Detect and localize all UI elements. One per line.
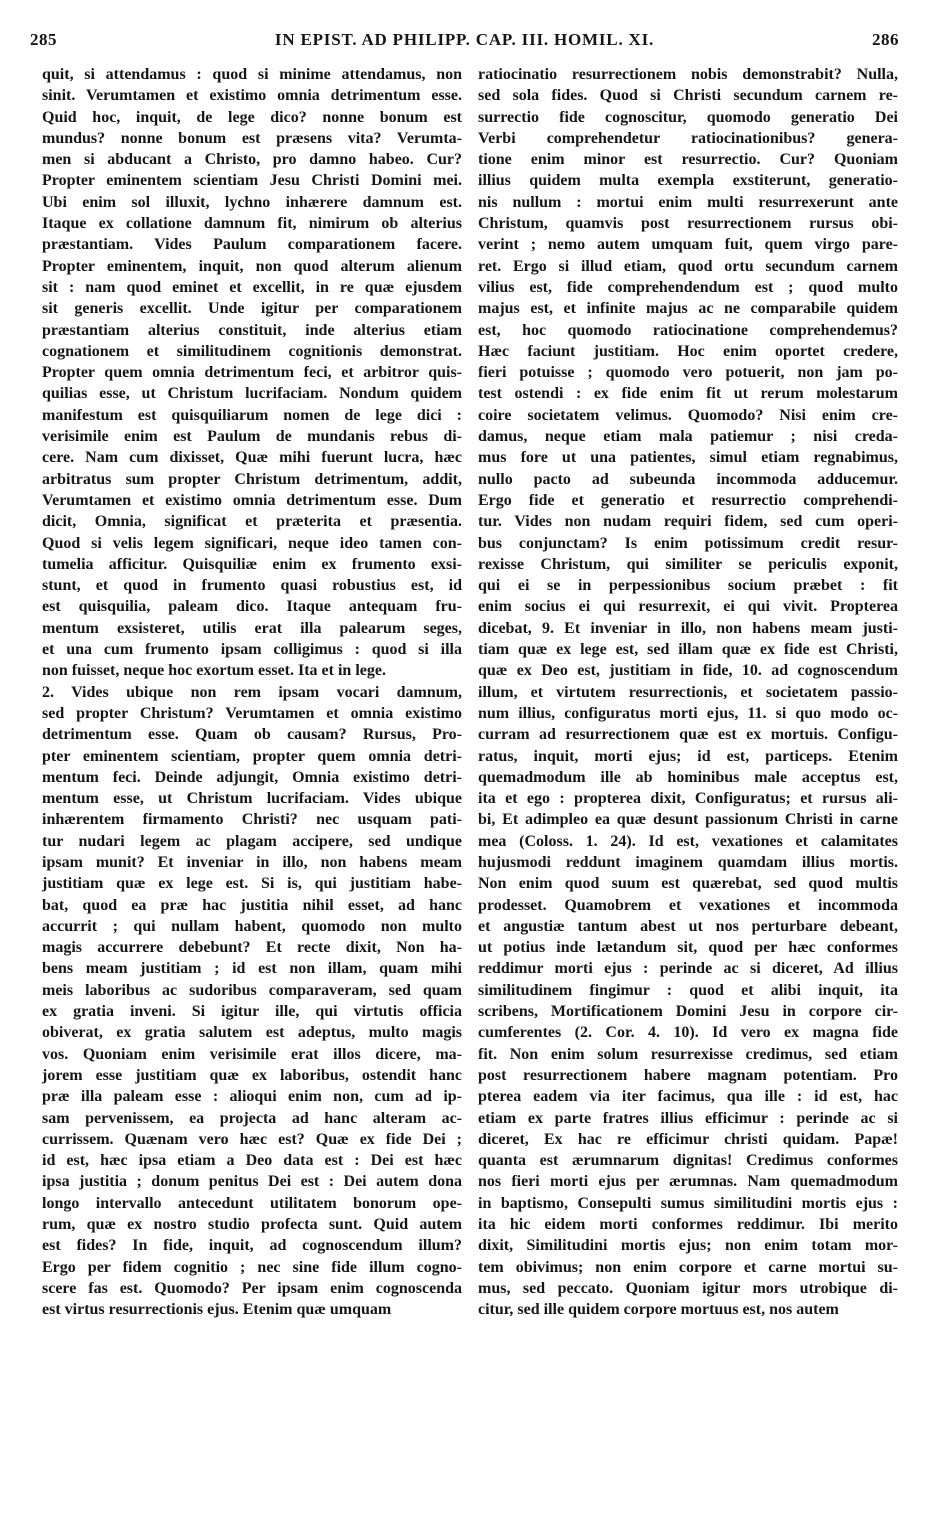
text-line: mentum feci. Deinde adjungit, Omnia existimo detri- [42,768,462,786]
text-line: ita et ego : propterea dixit, Configuratus; et rursus ali- [478,790,898,808]
text-column-right [478,64,898,1321]
text-line: Propter quem omnia detrimentum feci, et arbitror quis- [42,364,462,382]
text-line: est fides? In fide, inquit, ad cognoscendum illum? [42,1237,462,1255]
text-line: detrimentum esse. Quam ob causam? Rursus, Pro- [42,726,462,744]
text-line: mentum esse, ut Christum lucrifaciam. Vides ubique [42,790,462,808]
text-line: ex gratia inveni. Si igitur ille, qui virtutis officia [42,1003,462,1021]
text-line: Christum, quamvis post resurrectionem rursus obi- [478,215,898,233]
text-line: justitiam quæ ex lege est. Si is, qui justitiam habe- [42,875,462,893]
text-line: test ostendi : ex fide enim fit ut rerum molestarum [478,385,898,403]
text-line: est virtus resurrectionis ejus. Etenim quæ umquam [42,1301,392,1319]
text-line: longo intervallo antecedunt utilitatem bonorum ope- [42,1194,462,1212]
text-line: Non enim quod suum est quærebat, sed quod multis [478,875,898,893]
text-line: est, hoc quomodo ratiocinatione comprehendemus? [478,321,898,339]
text-line: rexisse Christum, qui similiter se periculis exponit, [478,555,898,573]
text-line: mentum exsisteret, utilis erat illa palearum seges, [42,619,462,637]
text-line: enim socius ei qui resurrexit, ei qui vivit. Propterea [478,598,898,616]
text-line: Hæc faciunt justitiam. Hoc enim oportet credere, [478,342,898,360]
text-line: ret. Ergo si illud etiam, quod ortu secundum carnem [478,257,898,275]
text-line: Quod si velis legem significari, neque ideo tamen con- [42,534,462,552]
running-header [30,30,899,54]
text-line: men si abducant a Christo, pro damno habeo. Cur? [42,151,462,169]
text-line: mea (Coloss. 1. 24). Id est, vexationes et calamitates [478,832,898,850]
text-line: Ubi enim sol illuxit, lychno inhærere damnum est. [42,193,462,211]
text-line: Ergo fide et generatio et resurrectio comprehendi- [478,491,898,509]
text-line: tur nudari legem ac plagam accipere, sed undique [42,832,462,850]
text-line: bens meam justitiam ; id est non illam, quam mihi [42,960,462,978]
page-number-left: 285 [30,30,57,49]
text-line: manifestum est quisquiliarum nomen de lege dici : [42,406,462,424]
text-line: dicit, Omnia, significat et præterita et præsentia. [42,513,462,531]
text-line: curram ad resurrectionem quæ est ex mortuis. Configu- [478,726,898,744]
text-line: Quid hoc, inquit, de lege dico? nonne bonum est [42,108,462,126]
text-line: tem obivimus; non enim corpore et carne mortui su- [478,1258,898,1276]
text-line: Verumtamen et existimo omnia detrimentum esse. Dum [42,491,462,509]
text-line: nullo pacto ad subeunda incommoda adducemur. [478,470,898,488]
text-line: quilias esse, ut Christum lucrifaciam. Nondum quidem [42,385,462,403]
text-line: obiverat, ex gratia salutem est adeptus, multo magis [42,1024,462,1042]
text-line: diceret, Ex hac re efficimur christi quidam. Papæ! [478,1130,898,1148]
text-line: quit, si attendamus : quod si minime attendamus, non [42,66,462,83]
text-line: stunt, et quod in frumento quasi robustius est, id [42,577,462,595]
text-line: Verbi comprehendetur ratiocinationibus? genera- [478,129,898,147]
text-line: post resurrectionem habere magnam potentiam. Pro [478,1066,898,1084]
text-line: sit generis excellit. Unde igitur per comparationem [42,300,462,318]
text-line: vilius est, fide comprehendendum est ; quod multo [478,278,898,296]
text-line: ut potius inde lætandum sit, quod per hæc conformes [478,939,898,957]
running-title: IN EPIST. AD PHILIPP. CAP. III. HOMIL. XI. [274,30,655,49]
text-line: mus fore ut una patientes, simul etiam regnabimus, [478,449,898,467]
text-line: scribens, Mortificationem Domini Jesu in corpore cir- [478,1003,898,1021]
text-line: inhærentem firmamento Christi? nec usquam pati- [42,811,462,829]
text-line: bat, quod ea præ hac justitia nihil esset, ad hanc [42,896,462,914]
text-line: accurrit ; qui nullam habent, quomodo non multo [42,917,462,935]
text-line: non fuisset, neque hoc exortum esset. Ita et in lege. [42,662,386,680]
text-line: et una cum frumento ipsam colligimus : quod si illa [42,641,462,659]
text-line: bus conjunctam? Is enim potissimum credit resur- [478,534,898,552]
text-line: scere fas est. Quomodo? Per ipsam enim cognoscenda [42,1279,462,1297]
text-line: jorem esse justitiam quæ ex laboribus, ostendit hanc [42,1066,462,1084]
text-line: et angustiæ tantum abest ut nos perturbare debeant, [478,917,898,935]
text-line: Propter eminentem, inquit, non quod alterum alienum [42,257,462,275]
text-line: nos fieri morti ejus per ærumnas. Nam quemadmodum [478,1173,898,1191]
text-line: rum, quæ ex nostro studio profecta sunt. Quid autem [42,1216,462,1234]
text-line: præstantiam alterius constituit, inde alterius etiam [42,321,462,339]
text-line: qui ei se in perpessionibus socium præbet : fit [478,577,898,595]
text-line: sit : nam quod eminet et excellit, in re quæ ejusdem [42,278,462,296]
text-line: prodesset. Quamobrem et vexationes et incommoda [478,896,898,914]
text-line: etiam ex parte fratres illius efficimur : perinde ac si [478,1109,898,1127]
text-line: tiam quæ ex lege est, sed illam quæ ex fide est Christi, [478,641,898,659]
text-line: quemadmodum ille ab hominibus male acceptus est, [478,768,898,786]
text-line: currissem. Quænam vero hæc est? Quæ ex fide Dei ; [42,1130,462,1148]
text-line: vos. Quoniam enim verisimile erat illos dicere, ma- [42,1045,462,1063]
text-line: ratus, inquit, morti ejus; id est, particeps. Etenim [478,747,898,765]
text-line: dixit, Similitudini mortis ejus; non enim totam mor- [478,1237,898,1255]
text-line: illum, et virtutem resurrectionis, et societatem passio- [478,683,898,701]
text-line: pterea eadem via iter facimus, qua ille : id est, hac [478,1088,898,1106]
text-line: ita hic eidem morti conformes reddimur. Ibi merito [478,1216,898,1234]
text-line: dicebat, 9. Et inveniar in illo, non habens meam justi- [478,619,898,637]
text-line: sinit. Verumtamen et existimo omnia detrimentum esse. [42,87,462,105]
text-line: hujusmodi reddunt imaginem quamdam illius mortis. [478,853,898,871]
text-line: surrectio fide cognoscitur, quomodo generatio Dei [478,108,898,126]
text-line: ipsam munit? Et inveniar in illo, non habens meam [42,853,462,871]
text-line: tumelia afficitur. Quisquiliæ enim ex frumento exsi- [42,555,462,573]
text-line: tione enim minor est resurrectio. Cur? Quoniam [478,151,898,169]
text-line: verisimile enim est Paulum de mundanis rebus di- [42,428,462,446]
text-line: fit. Non enim solum resurrexisse credimus, sed etiam [478,1045,898,1063]
text-line: Itaque ex collatione damnum fit, nimirum ob alterius [42,215,462,233]
text-line: sed propter Christum? Verumtamen et omnia existimo [42,704,462,722]
text-line: quæ ex Deo est, justitiam in fide, 10. ad cognoscendum [478,662,898,680]
text-line: bi, Et adimpleo ea quæ desunt passionum Christi in carne [478,811,898,829]
text-line: 2. Vides ubique non rem ipsam vocari damnum, [42,683,462,701]
text-line: mundus? nonne bonum est præsens vita? Verumta- [42,129,462,147]
text-line: sed sola fides. Quod si Christi secundum carnem re- [478,87,898,105]
text-line: Propter eminentem scientiam Jesu Christi Domini mei. [42,172,462,190]
text-line: Ergo per fidem cognitio ; nec sine fide illum cogno- [42,1258,462,1276]
text-line: præ illa paleam esse : alioqui enim non, cum ad ip- [42,1088,462,1106]
text-line: arbitratus sum propter Christum detrimentum, addit, [42,470,462,488]
text-column-left [42,64,462,1321]
text-line: quanta est ærumnarum dignitas! Credimus conformes [478,1152,898,1170]
text-line: nis nullum : mortui enim multi resurrexerunt ante [478,193,898,211]
text-line: sam pervenissem, ea projecta ad hanc alteram ac- [42,1109,462,1127]
text-line: id est, hæc ipsa etiam a Deo data est : Dei est hæc [42,1152,462,1170]
text-line: num illius, configuratus morti ejus, 11. si quo modo oc- [478,704,898,722]
page-number-right: 286 [872,30,899,49]
text-line: præstantiam. Vides Paulum comparationem facere. [42,236,462,254]
text-line: mus, sed peccato. Quoniam igitur mors utrobique di- [478,1279,898,1297]
text-line: cognationem et similitudinem cognitionis demonstrat. [42,342,462,360]
text-line: ipsa justitia ; donum penitus Dei est : Dei autem dona [42,1173,462,1191]
text-line: illius quidem multa exempla exstiterunt, generatio- [478,172,898,190]
text-line: coire societatem velimus. Quomodo? Nisi enim cre- [478,406,898,424]
text-line: ratiocinatio resurrectionem nobis demonstrabit? Nulla, [478,66,898,83]
text-line: cere. Nam cum dixisset, Quæ mihi fuerunt lucra, hæc [42,449,462,467]
text-line: pter eminentem scientiam, propter quem omnia detri- [42,747,462,765]
text-line: reddimur morti ejus : perinde ac si diceret, Ad illius [478,960,898,978]
text-line: similitudinem fingimur : quod et alibi inquit, ita [478,981,898,999]
text-line: verint ; nemo autem umquam fuit, quem virgo pare- [478,236,898,254]
text-line: damus, neque etiam mala patiemur ; nisi creda- [478,428,898,446]
text-line: tur. Vides non nudam requiri fidem, sed cum operi- [478,513,898,531]
text-line: majus est, et infinite majus ac ne comparabile quidem [478,300,898,318]
text-line: magis accurrere debebunt? Et recte dixit, Non ha- [42,939,462,957]
text-line: est quisquilia, paleam dico. Itaque antequam fru- [42,598,462,616]
text-line: fieri potuisse ; quomodo vero potuerit, non jam po- [478,364,898,382]
text-line: citur, sed ille quidem corpore mortuus est, nos autem [478,1301,839,1319]
text-line: in baptismo, Consepulti sumus similitudini mortis ejus : [478,1194,898,1212]
text-line: cumferentes (2. Cor. 4. 10). Id vero ex magna fide [478,1024,898,1042]
text-line: meis laboribus ac sudoribus comparaveram, sed quam [42,981,462,999]
